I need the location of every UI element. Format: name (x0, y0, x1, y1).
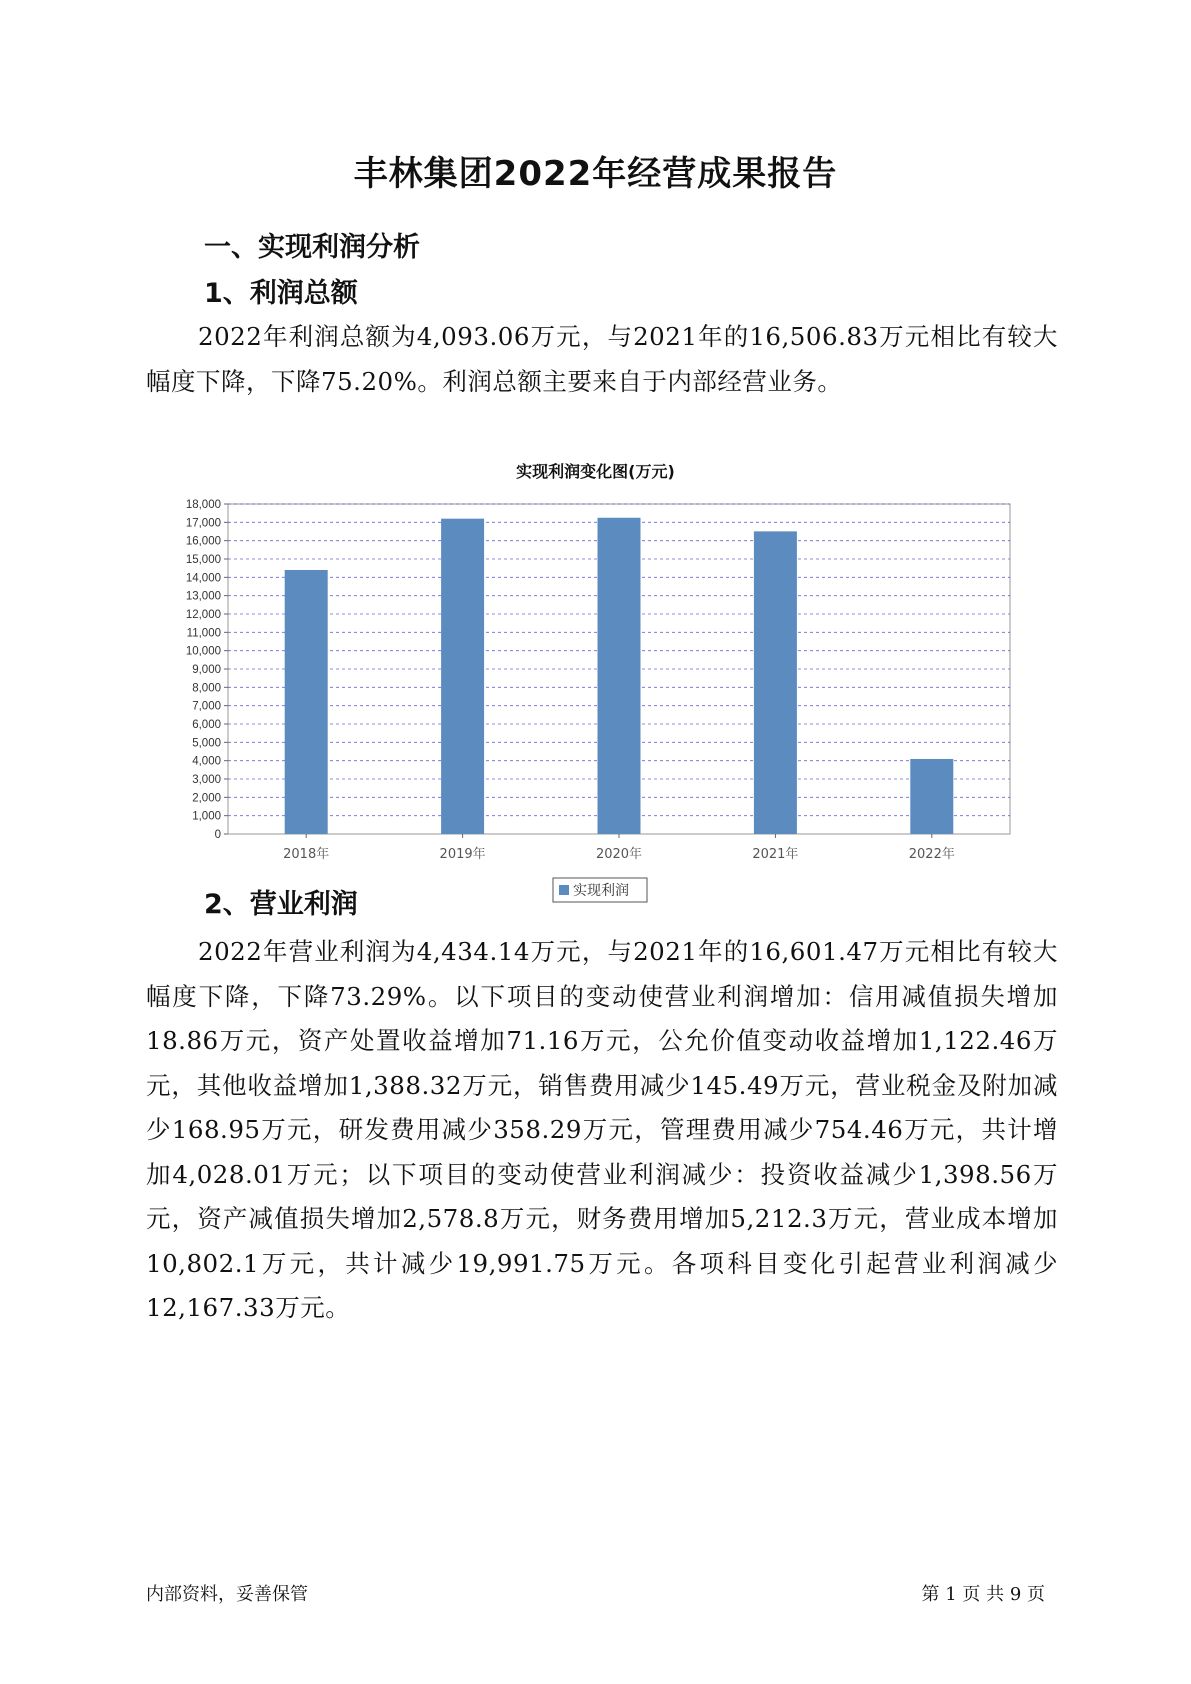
y-tick-label: 16,000 (185, 535, 221, 548)
paragraph-profit-total: 2022年利润总额为4,093.06万元，与2021年的16,506.83万元相比有较大幅度下降，下降75.20%。利润总额主要来自于内部经营业务。 (146, 322, 1058, 396)
y-tick-label: 11,000 (186, 627, 221, 640)
section-heading: 一、实现利润分析 (204, 232, 420, 263)
bar (754, 531, 797, 834)
bar (441, 519, 484, 834)
subsection-heading-operating-profit: 2、营业利润 (204, 889, 358, 920)
x-tick-label: 2019年 (439, 847, 486, 862)
y-tick-label: 3,000 (192, 774, 221, 786)
y-tick-label: 6,000 (192, 719, 221, 731)
y-tick-label: 0 (214, 829, 221, 841)
document-title: 丰林集团2022年经营成果报告 (353, 154, 838, 194)
x-tick-label: 2022年 (908, 847, 955, 862)
y-tick-label: 8,000 (192, 682, 221, 695)
y-tick-label: 7,000 (192, 700, 221, 713)
y-tick-label: 10,000 (185, 645, 221, 658)
x-tick-label: 2021年 (752, 847, 799, 862)
x-tick-label: 2018年 (283, 847, 330, 862)
paragraph-operating-profit: 2022年营业利润为4,434.14万元，与2021年的16,601.47万元相比有较大幅度下降，下降73.29%。以下项目的变动使营业利润增加：信用减值损失增加18.86万元，资产处置收益增加71.16万元，公允价值变动收益增加1,122.46万元，其他收益增加1,388.32万元，销售费用减少145.49万元，营业税金及附加减少168.95万元，研发费用减少358.29万元，管理费用减少754.46万元，共计增加4,028.01万元；以下项目的变动使营业利润减少：投资收益减少1,398.56万元，资产减值损失增加2,578.8万元，财务费用增加5,212.3万元，营业成本增加10,802.1万元，共计减少19,991.75万元。各项科目变化引起营业利润减少12,167.33万元。 (146, 937, 1058, 1322)
y-tick-label: 13,000 (185, 590, 221, 603)
subsection-heading-profit-total: 1、利润总额 (204, 278, 358, 309)
y-tick-label: 18,000 (185, 499, 221, 511)
legend-swatch (559, 885, 569, 895)
y-tick-label: 9,000 (192, 664, 221, 676)
y-tick-label: 14,000 (185, 572, 221, 585)
bar (598, 518, 641, 834)
y-tick-label: 15,000 (185, 554, 221, 566)
y-tick-label: 2,000 (192, 792, 221, 805)
bar (910, 759, 953, 834)
footer-page-number: 第 1 页 共 9 页 (921, 1584, 1045, 1605)
y-tick-label: 5,000 (192, 737, 221, 750)
x-tick-label: 2020年 (595, 847, 643, 862)
chart-title: 实现利润变化图(万元) (516, 462, 675, 481)
legend-label: 实现利润 (573, 883, 629, 899)
bar (285, 570, 328, 834)
y-tick-label: 17,000 (185, 517, 221, 530)
y-tick-label: 1,000 (192, 810, 221, 823)
y-tick-label: 4,000 (192, 755, 221, 768)
footer-confidential-note: 内部资料，妥善保管 (146, 1584, 308, 1605)
y-tick-label: 12,000 (185, 609, 221, 621)
